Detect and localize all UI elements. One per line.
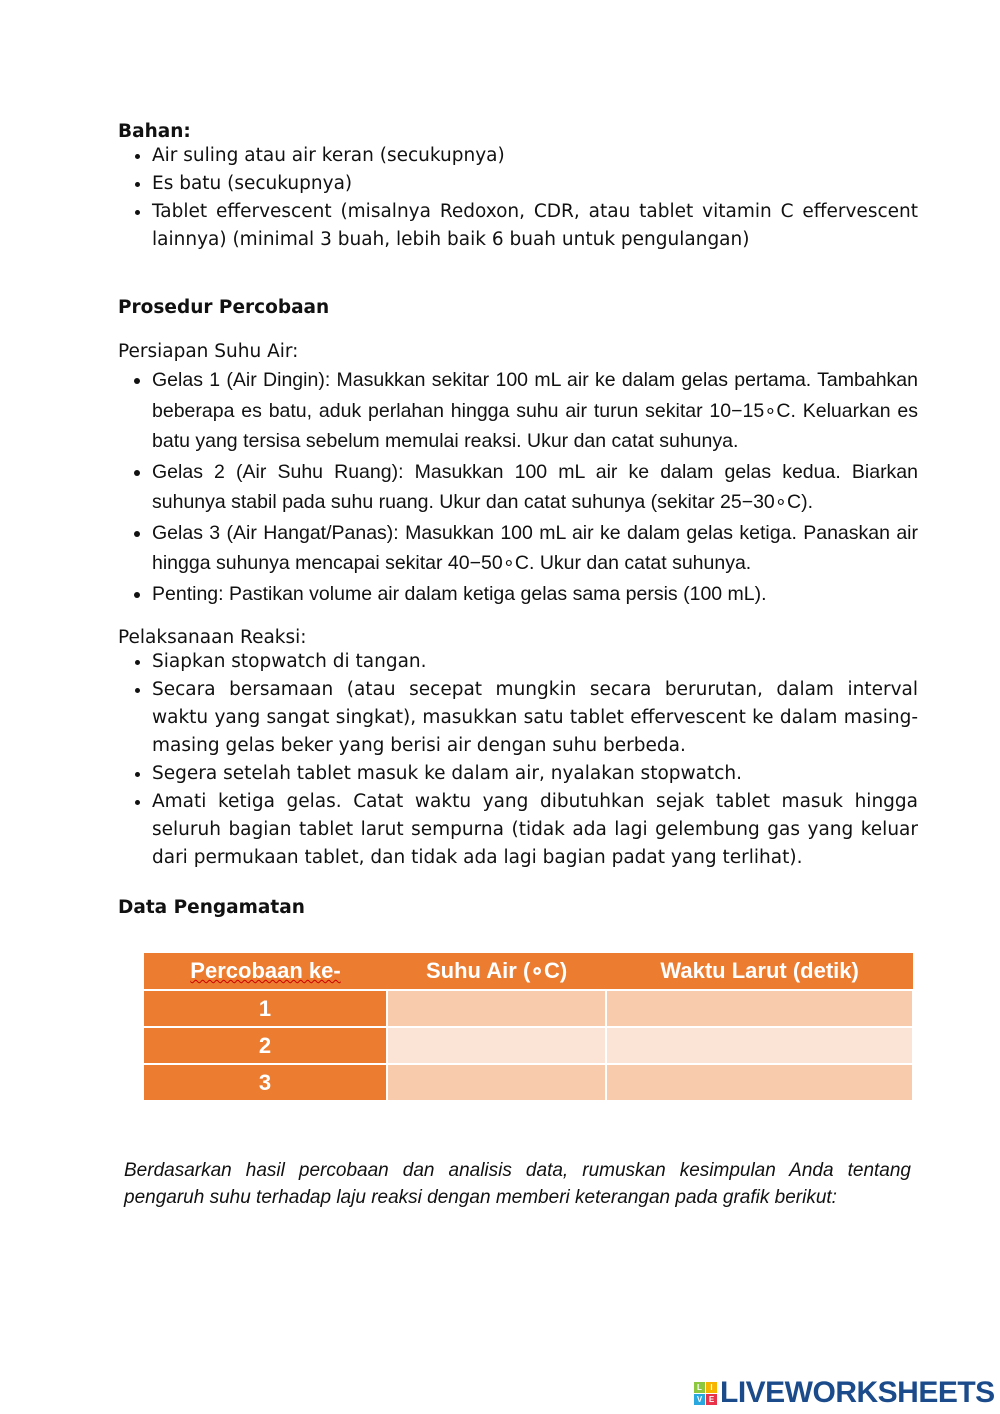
header-suhu	[387, 953, 606, 990]
list-item: • Segera setelah tablet masuk ke dalam air, nyalakan stopwatch.	[152, 760, 918, 788]
list-item: • Es batu (secukupnya)	[152, 170, 918, 198]
list-item: • Gelas 3 (Air Hangat/Panas): Masukkan 100 mL air ke dalam gelas ketiga. Panaskan air hingga suhunya mencapai sekitar 40−50∘C. Ukur dan catat suhunya.	[152, 518, 918, 579]
list-item: • Penting: Pastikan volume air dalam ketiga gelas sama persis (100 mL).	[152, 579, 918, 610]
list-item: • Gelas 2 (Air Suhu Ruang): Masukkan 100 mL air ke dalam gelas kedua. Biarkan suhunya stabil pada suhu ruang. Ukur dan catat suhunya (sekitar 25−30∘C).	[152, 457, 918, 518]
pelaksanaan-heading: Pelaksanaan Reaksi:	[118, 627, 307, 648]
waktu-input-cell[interactable]	[606, 1027, 913, 1064]
header-waktu	[606, 953, 913, 990]
list-item: • Siapkan stopwatch di tangan.	[152, 648, 918, 676]
list-item: • Amati ketiga gelas. Catat waktu yang dibutuhkan sejak tablet masuk hingga seluruh bagian tablet larut sempurna (tidak ada lagi gelembung gas yang keluar dari permukaan tablet, dan tidak ada lagi bagian padat yang terlihat).	[152, 788, 918, 872]
table-row	[144, 990, 913, 1027]
row-number: 1	[144, 990, 387, 1027]
table-row	[144, 1027, 913, 1064]
list-item: • Gelas 1 (Air Dingin): Masukkan sekitar 100 mL air ke dalam gelas pertama. Tambahkan beberapa es batu, aduk perlahan hingga suhu air turun sekitar 10−15∘C. Keluarkan es batu yang tersisa sebelum memulai reaksi. Ukur dan catat suhunya.	[152, 365, 918, 457]
logo-letter: I	[706, 1382, 717, 1393]
suhu-input-cell[interactable]	[387, 990, 606, 1027]
suhu-input-cell[interactable]	[387, 1027, 606, 1064]
bahan-section	[118, 121, 918, 254]
liveworksheets-logo	[694, 1376, 995, 1410]
conclusion-prompt: Berdasarkan hasil percobaan dan analisis data, rumuskan kesimpulan Anda tentang pengaruh suhu terhadap laju reaksi dengan memberi keterangan pada grafik berikut:	[124, 1160, 911, 1208]
prosedur-section	[118, 297, 918, 872]
table-row	[144, 1064, 913, 1101]
logo-letter: L	[694, 1382, 705, 1393]
logo-text: LIVEWORKSHEETS	[720, 1376, 995, 1409]
persiapan-heading: Persiapan Suhu Air:	[118, 341, 299, 362]
waktu-input-cell[interactable]	[606, 990, 913, 1027]
logo-letter: E	[706, 1394, 717, 1405]
bahan-list	[118, 142, 918, 254]
header-percobaan	[144, 953, 387, 990]
logo-letter: V	[694, 1394, 705, 1405]
table-header-row	[144, 953, 913, 990]
list-item: • Secara bersamaan (atau secepat mungkin secara berurutan, dalam interval waktu yang sangat singkat), masukkan satu tablet effervescent ke dalam masing-masing gelas beker yang berisi air dengan suhu berbeda.	[152, 676, 918, 760]
live-squares-icon	[694, 1382, 717, 1405]
persiapan-list	[118, 365, 918, 609]
row-number: 2	[144, 1027, 387, 1064]
data-heading: Data Pengamatan	[118, 897, 305, 918]
observation-table	[144, 953, 914, 1102]
header-text: Percobaan ke-	[190, 958, 341, 983]
waktu-input-cell[interactable]	[606, 1064, 913, 1101]
bahan-heading: Bahan:	[118, 121, 191, 142]
list-item: • Tablet effervescent (misalnya Redoxon, CDR, atau tablet vitamin C effervescent lainnya) (minimal 3 buah, lebih baik 6 buah untuk pengulangan)	[152, 198, 918, 254]
header-text: Suhu Air (∘C)	[425, 958, 568, 983]
prosedur-heading: Prosedur Percobaan	[118, 297, 330, 318]
suhu-input-cell[interactable]	[387, 1064, 606, 1101]
pelaksanaan-list	[118, 648, 918, 872]
header-text: Waktu Larut (detik)	[660, 958, 859, 983]
list-item: • Air suling atau air keran (secukupnya)	[152, 142, 918, 170]
data-section	[118, 897, 918, 918]
row-number: 3	[144, 1064, 387, 1101]
